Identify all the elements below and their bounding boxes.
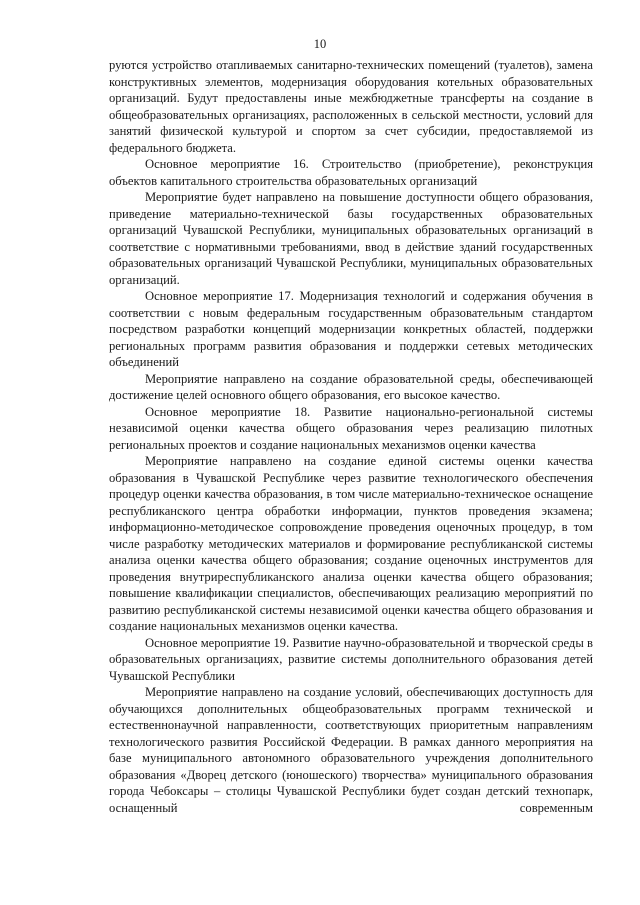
- paragraph-activity-16-description: Мероприятие будет направлено на повышение доступности общего образования, приведение материально-технической базы государственных образовательных организаций Чувашской Республики, муниципальных образовательных организаций в соответствие с нормативными требованиями, ввод в действие зданий государственных образовательных организаций Чувашской Республики, муниципальных образовательных организаций.: [109, 190, 593, 287]
- paragraph-activity-18-heading: Основное мероприятие 18. Развитие национально-региональной системы независимой оценки качества общего образования через реализацию пилотных региональных проектов и создание национальных механизмов оценки качества: [109, 404, 593, 452]
- paragraph-activity-17-heading: Основное мероприятие 17. Модернизация технологий и содержания обучения в соответствии с новым федеральным государственным образовательным стандартом посредством разработки концепций модернизации конкретных областей, поддержки региональных программ развития образования и поддержки сетевых методических объединений: [109, 289, 593, 369]
- page-number: 10: [313, 37, 327, 51]
- paragraph-activity-18-description: Мероприятие направлено на создание единой системы оценки качества образования в Чувашской Республике через развитие технологического обеспечения процедур оценки качества образования, в том числе материально-техническое оснащение республиканского центра обработки информации, пунктов проведения экзамена; информационно-методическое сопровождение проведения оценочных процедур, в том числе разработку методических материалов и формирование республиканской системы анализа оценки качества общего образования; создание оценочных инструментов для проведения внутриреспубликанского анализа оценки качества общего образования; повышение квалификации специалистов, обеспечивающих реализацию мероприятий по развитию республиканской системы независимой оценки качества общего образования и создание национальных механизмов оценки качества.: [109, 454, 593, 633]
- paragraph-activity-16-heading: Основное мероприятие 16. Строительство (приобретение), реконструкция объектов капитального строительства образовательных организаций: [109, 157, 593, 188]
- paragraph-continuation: руются устройство отапливаемых санитарно-технических помещений (туалетов), замена конструктивных элементов, модернизация оборудования котельных образовательных организаций. Будут предоставлены иные межбюджетные трансферты на создание в общеобразовательных организациях, расположенных в сельской местности, условий для занятий физической культурой и спортом за счет субсидии, предоставляемой из федерального бюджета.: [109, 58, 593, 155]
- paragraph-activity-19-heading: Основное мероприятие 19. Развитие научно-образовательной и творческой среды в образовательных организациях, развитие системы дополнительного образования детей Чувашской Республики: [109, 635, 593, 683]
- paragraph-activity-17-description: Мероприятие направлено на создание образовательной среды, обеспечивающей достижение целей основного общего образования, его высокое качество.: [109, 371, 593, 402]
- paragraph-activity-19-description: Мероприятие направлено на создание условий, обеспечивающих доступность для обучающихся дополнительных общеобразовательных программ технической и естественнонаучной направленности, соответствующих приоритетным направлениям технологического развития Российской Федерации. В рамках данного мероприятия на базе муниципального автономного образовательного учреждения дополнительного образования «Дворец детского (юношеского) творчества» муниципального образования города Чебоксары – столицы Чувашской Республики будет создан детский технопарк, оснащенный современным: [109, 685, 593, 815]
- document-body: [109, 57, 593, 816]
